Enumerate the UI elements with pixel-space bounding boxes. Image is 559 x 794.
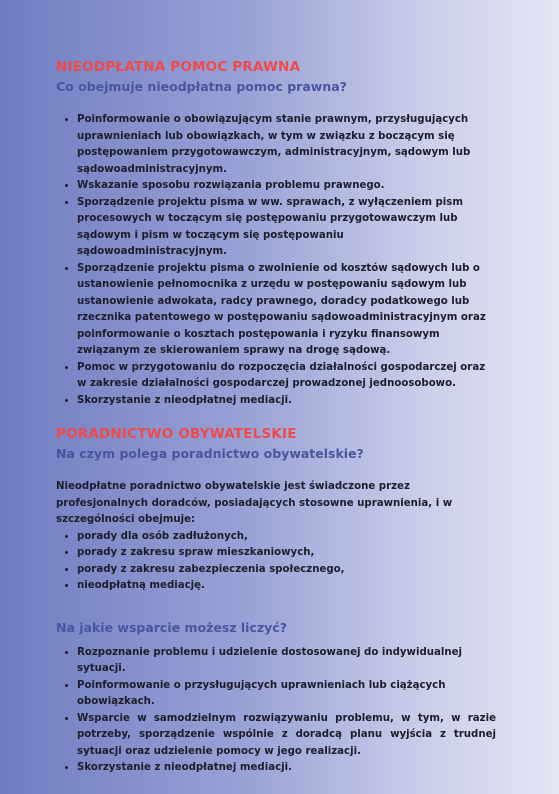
section-subtitle-legal-aid: Co obejmuje nieodpłatna pomoc prawna? <box>56 79 347 94</box>
section-subtitle-civic-advice: Na czym polega poradnictwo obywatelskie? <box>56 446 364 461</box>
document-page <box>56 58 496 777</box>
list-item: • Skorzystanie z nieodpłatnej mediacji. <box>77 760 496 777</box>
list-item: • Sporządzenie projektu pisma o zwolnienie od kosztów sądowych lub o ustanowienie pełnomocnika z urzędu w postępowaniu sądowym lub ustanowienie adwokata, radcy prawnego, doradcy podatkowego lub rzecznika patentowego w postępowaniu sądowoadministracyjnym oraz poinformowanie o kosztach postępowania i ryzyku finansowym związanym ze skierowaniem sprawy na drogę sądową. <box>77 261 496 360</box>
list-item: • Skorzystanie z nieodpłatnej mediacji. <box>77 393 496 410</box>
civic-advice-list <box>56 529 496 595</box>
section-title-civic-advice: PORADNICTWO OBYWATELSKIE <box>56 426 297 442</box>
legal-aid-list <box>56 112 496 409</box>
list-item: • Wsparcie w samodzielnym rozwiązywaniu problemu, w tym, w razie potrzeby, sporządzenie wspólnie z doradcą planu wyjścia z trudnej sytuacji oraz udzielenie pomocy w jego realizacji. <box>77 711 496 761</box>
section-subtitle-support: Na jakie wsparcie możesz liczyć? <box>56 619 287 635</box>
list-item: • porady z zakresu zabezpieczenia społecznego, <box>77 562 496 579</box>
list-item: • Poinformowanie o obowiązującym stanie prawnym, przysługujących uprawnieniach lub obowiązkach, w tym w związku z boczącym się postępowaniem przygotowawczym, administracyjnym, sądowym lub sądowoadministracyjnym. <box>77 112 496 178</box>
support-list <box>56 645 496 777</box>
list-item: • porady dla osób zadłużonych, <box>77 529 496 546</box>
list-item: • Rozpoznanie problemu i udzielenie dostosowanej do indywidualnej sytuacji. <box>77 645 496 678</box>
list-item: • Wskazanie sposobu rozwiązania problemu prawnego. <box>77 178 496 195</box>
list-item: • porady z zakresu spraw mieszkaniowych, <box>77 545 496 562</box>
civic-advice-intro: Nieodpłatne poradnictwo obywatelskie jest świadczone przez profesjonalnych doradców, posiadających stosowne uprawnienia, i w szczególności obejmuje: <box>56 481 453 525</box>
list-item: • Sporządzenie projektu pisma w ww. sprawach, z wyłączeniem pism procesowych w toczącym się postępowaniu przygotowawczym lub sądowym i pism w toczącym się postępowaniu sądowoadministracyjnym. <box>77 195 496 261</box>
list-item: • nieodpłatną mediację. <box>77 578 496 595</box>
section-title-legal-aid: NIEODPŁATNA POMOC PRAWNA <box>56 59 301 75</box>
list-item: • Poinformowanie o przysługujących uprawnieniach lub ciążących obowiązkach. <box>77 678 496 711</box>
list-item: • Pomoc w przygotowaniu do rozpoczęcia działalności gospodarczej oraz w zakresie działalności gospodarczej prowadzonej jednoosobowo. <box>77 360 496 393</box>
